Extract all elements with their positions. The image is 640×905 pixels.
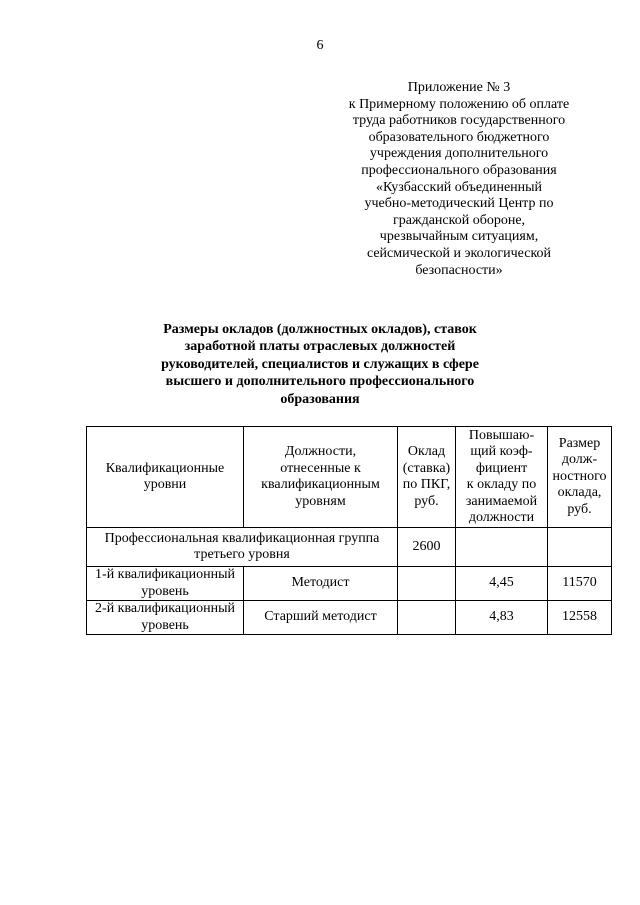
header-qualification-levels: Квалификационные уровни — [87, 427, 244, 528]
header-base-salary: Оклад (ставка) по ПКГ, руб. — [398, 427, 456, 528]
appendix-line: гражданской обороне, — [392, 212, 526, 228]
table-header-row — [87, 427, 612, 528]
salary-table — [86, 426, 612, 635]
table-row — [87, 601, 612, 635]
title-line: образования — [280, 391, 360, 407]
empty-cell — [548, 528, 612, 567]
header-positions: Должности, отнесенные к квалификационным уровням — [244, 427, 398, 528]
row-position: Методист — [244, 567, 398, 601]
row-position: Старший методист — [244, 601, 398, 635]
header-coefficient: Повышаю- щий коэф- фициент к окладу по занимаемой должности — [456, 427, 548, 528]
appendix-line: образовательного бюджетного — [368, 129, 550, 145]
document-title — [0, 321, 640, 408]
page-number: 6 — [316, 38, 324, 53]
appendix-line: учреждения дополнительного — [369, 146, 549, 162]
title-line: заработной платы отраслевых должностей — [184, 339, 456, 355]
title-line: руководителей, специалистов и служащих в сфере — [161, 356, 479, 372]
row-salary: 12558 — [548, 601, 612, 635]
appendix-line: безопасности» — [415, 262, 503, 278]
row-level: 2-й квалификационный уровень — [87, 601, 244, 635]
appendix-line: Приложение № 3 — [407, 80, 511, 95]
appendix-line: сейсмической и экологической — [366, 245, 552, 261]
row-coefficient: 4,45 — [456, 567, 548, 601]
row-coefficient: 4,83 — [456, 601, 548, 635]
header-position-salary: Размер долж- ностного оклада, руб. — [548, 427, 612, 528]
empty-cell — [398, 567, 456, 601]
empty-cell — [398, 601, 456, 635]
group-base-salary: 2600 — [398, 528, 456, 567]
appendix-line: профессионального образования — [361, 162, 557, 178]
group-label: Профессиональная квалификационная группа третьего уровня — [87, 528, 398, 567]
appendix-line: учебно-методический Центр по — [364, 196, 554, 212]
appendix-line: чрезвычайным ситуациям, — [379, 229, 539, 245]
table-row — [87, 567, 612, 601]
title-line: Размеры окладов (должностных окладов), ставок — [163, 322, 477, 337]
appendix-line: «Кузбасский объединенный — [375, 179, 543, 195]
row-salary: 11570 — [548, 567, 612, 601]
table-group-row — [87, 528, 612, 567]
row-level: 1-й квалификационный уровень — [87, 567, 244, 601]
appendix-line: к Примерному положению об оплате — [348, 96, 570, 112]
empty-cell — [456, 528, 548, 567]
appendix-line: труда работников государственного — [352, 113, 566, 129]
appendix-header — [318, 80, 600, 279]
title-line: высшего и дополнительного профессионального — [165, 374, 475, 390]
